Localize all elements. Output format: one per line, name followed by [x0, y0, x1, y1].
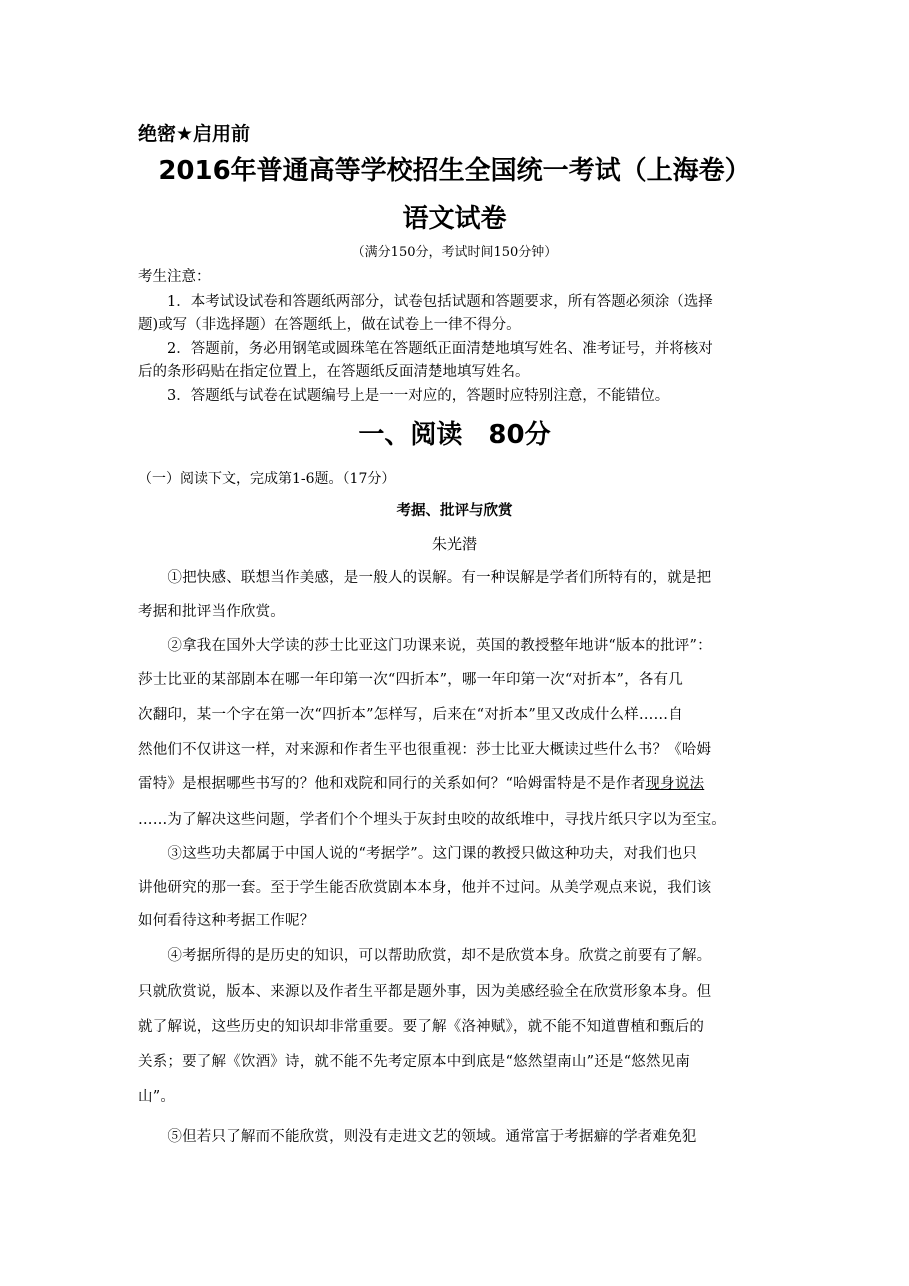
paper-subtitle: 语文试卷	[402, 204, 507, 234]
passage-line: 如何看待这种考据工作呢？	[138, 913, 315, 929]
underlined-phrase: 现身说法	[645, 776, 705, 792]
passage-line: 然他们不仅讲这一样，对来源和作者生平也很重视：莎士比亚大概读过些什么书？《哈姆	[138, 742, 712, 758]
notice-heading: 考生注意：	[138, 269, 211, 285]
passage-line: ⑤但若只了解而不能欣赏，则没有走进文艺的领域。通常富于考据癖的学者难免犯	[138, 1129, 697, 1145]
passage-line: ……为了解决这些问题，学者们个个埋头于灰封虫咬的故纸堆中，寻找片纸只字以为至宝。	[138, 812, 726, 828]
exam-title: 2016年普通高等学校招生全国统一考试（上海卷）	[158, 156, 751, 186]
full-mark-note: （满分150分，考试时间150分钟）	[351, 245, 558, 260]
passage-line: 讲他研究的那一套。至于学生能否欣赏剧本本身，他并不过问。从美学观点来说，我们该	[138, 880, 712, 896]
passage-line-text: 雷特》是根据哪些书写的？他和戏院和同行的关系如何？“哈姆雷特是不是作者	[138, 776, 646, 792]
passage-title: 考据、批评与欣赏	[396, 503, 513, 519]
passage-line: 山”。	[138, 1089, 176, 1105]
passage-line: 关系；要了解《饮酒》诗，就不能不先考定原本中到底是“悠然望南山”还是“悠然见南	[138, 1054, 691, 1070]
notice-line: 2．答题前，务必用钢笔或圆珠笔在答题纸正面清楚地填写姓名、准考证号，并将核对	[138, 341, 713, 357]
part-intro: （一）阅读下文，完成第1-6题。（17分）	[138, 471, 396, 487]
passage-line: ③这些功夫都属于中国人说的“考据学”。这门课的教授只做这种功夫，对我们也只	[138, 846, 698, 862]
notice-line: 题)或写（非选择题）在答题纸上，做在试卷上一律不得分。	[138, 317, 521, 333]
passage-line: 莎士比亚的某部剧本在哪一年印第一次“四折本”，哪一年印第一次“对折本”，各有几	[138, 672, 683, 688]
passage-line	[138, 772, 704, 793]
passage-line: 就了解说，这些历史的知识却非常重要。要了解《洛神赋》，就不能不知道曹植和甄后的	[138, 1019, 705, 1035]
passage-author: 朱光潜	[431, 535, 477, 553]
passage-line: ①把快感、联想当作美感，是一般人的误解。有一种误解是学者们所特有的，就是把	[138, 570, 712, 586]
passage-line: 次翻印，某一个字在第一次“四折本”怎样写，后来在“对折本”里又改成什么样……自	[138, 707, 683, 723]
passage-line: ④考据所得的是历史的知识，可以帮助欣赏，却不是欣赏本身。欣赏之前要有了解。	[138, 948, 712, 964]
notice-line: 后的条形码贴在指定位置上，在答题纸反面清楚地填写姓名。	[138, 364, 530, 380]
passage-line: 只就欣赏说，版本、来源以及作者生平都是题外事，因为美感经验全在欣赏形象本身。但	[138, 984, 712, 1000]
passage-line: 考据和批评当作欣赏。	[138, 604, 285, 620]
notice-line: 1．本考试设试卷和答题纸两部分，试卷包括试题和答题要求，所有答题必须涂（选择	[138, 294, 713, 310]
section-heading: 一、阅读 80分	[358, 420, 551, 450]
confidential-label: 绝密★启用前	[138, 123, 251, 145]
passage-line: ②拿我在国外大学读的莎士比亚这门功课来说，英国的教授整年地讲“版本的批评”：	[138, 638, 712, 654]
notice-line: 3．答题纸与试卷在试题编号上是一一对应的，答题时应特别注意，不能错位。	[138, 388, 670, 404]
